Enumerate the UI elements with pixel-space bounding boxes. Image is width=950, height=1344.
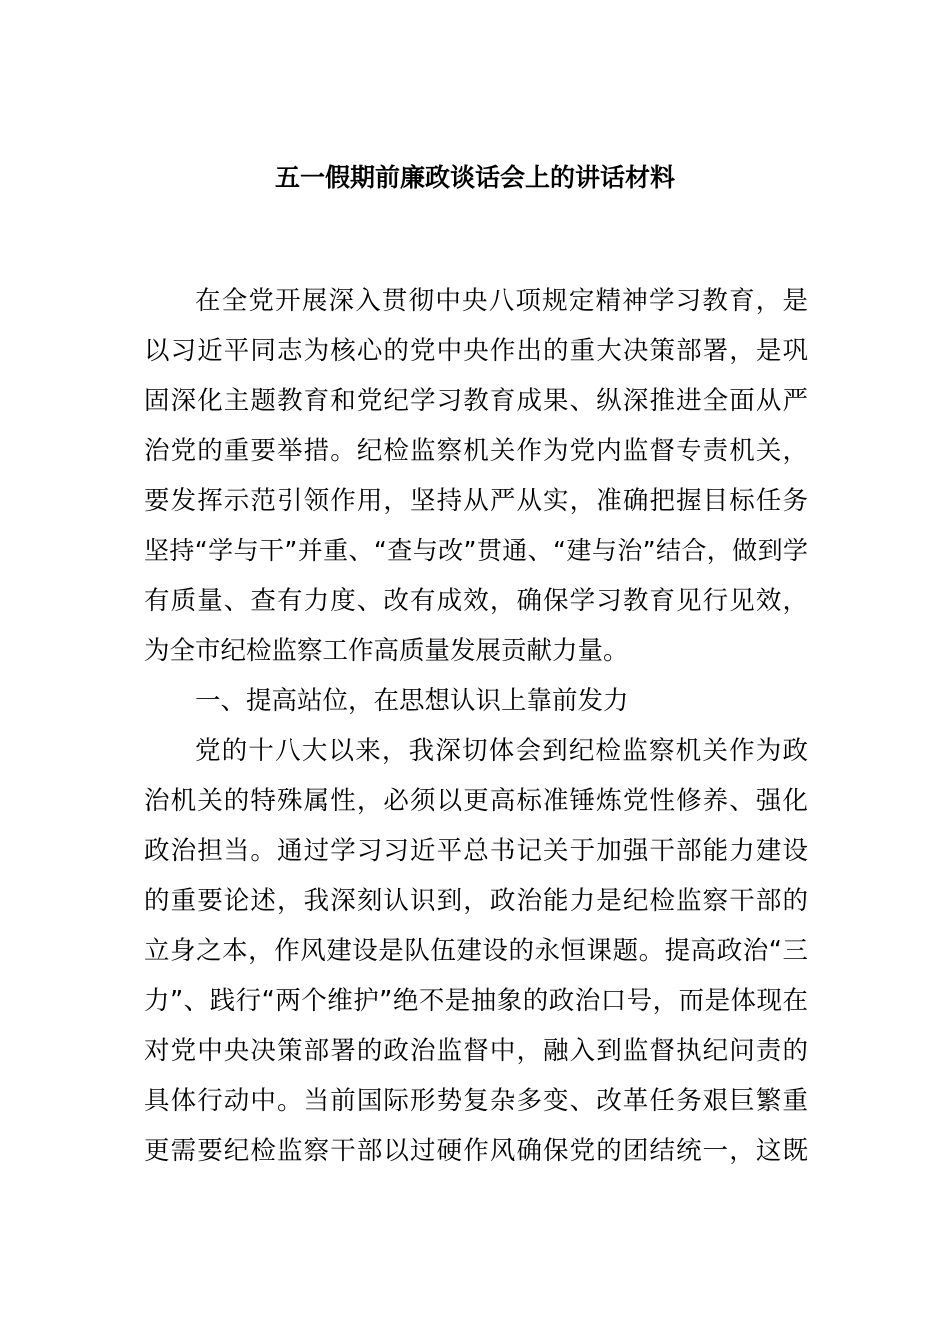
document-body — [144, 276, 808, 1176]
body-line: 力”、践行“两个维护”绝不是抽象的政治口号，而是体现在 — [144, 986, 808, 1016]
body-line: 政治担当。通过学习习近平总书记关于加强干部能力建设 — [144, 836, 808, 866]
body-line: 的重要论述，我深刻认识到，政治能力是纪检监察干部的 — [144, 886, 808, 916]
body-line: 一、提高站位，在思想认识上靠前发力 — [195, 686, 629, 716]
body-line: 治机关的特殊属性，必须以更高标准锤炼党性修养、强化 — [144, 786, 808, 816]
body-line: 立身之本，作风建设是队伍建设的永恒课题。提高政治“三 — [144, 936, 808, 966]
body-line: 党的十八大以来，我深切体会到纪检监察机关作为政 — [195, 736, 808, 766]
body-line: 有质量、查有力度、改有成效，确保学习教育见行见效， — [144, 586, 808, 616]
body-line: 坚持“学与干”并重、“查与改”贯通、“建与治”结合，做到学 — [144, 536, 808, 565]
body-line: 具体行动中。当前国际形势复杂多变、改革任务艰巨繁重 — [144, 1086, 808, 1116]
body-line: 对党中央决策部署的政治监督中，融入到监督执纪问责的 — [144, 1036, 808, 1066]
body-line: 更需要纪检监察干部以过硬作风确保党的团结统一，这既 — [144, 1136, 808, 1166]
body-line: 治党的重要举措。纪检监察机关作为党内监督专责机关， — [144, 436, 808, 466]
body-line: 为全市纪检监察工作高质量发展贡献力量。 — [144, 636, 629, 666]
body-line: 固深化主题教育和党纪学习教育成果、纵深推进全面从严 — [144, 386, 808, 416]
body-line: 要发挥示范引领作用，坚持从严从实，准确把握目标任务 — [144, 486, 808, 516]
document-title: 五一假期前廉政谈话会上的讲话材料 — [274, 163, 675, 192]
body-line: 以习近平同志为核心的党中央作出的重大决策部署，是巩 — [144, 336, 808, 366]
body-line: 在全党开展深入贯彻中央八项规定精神学习教育，是 — [195, 286, 808, 316]
